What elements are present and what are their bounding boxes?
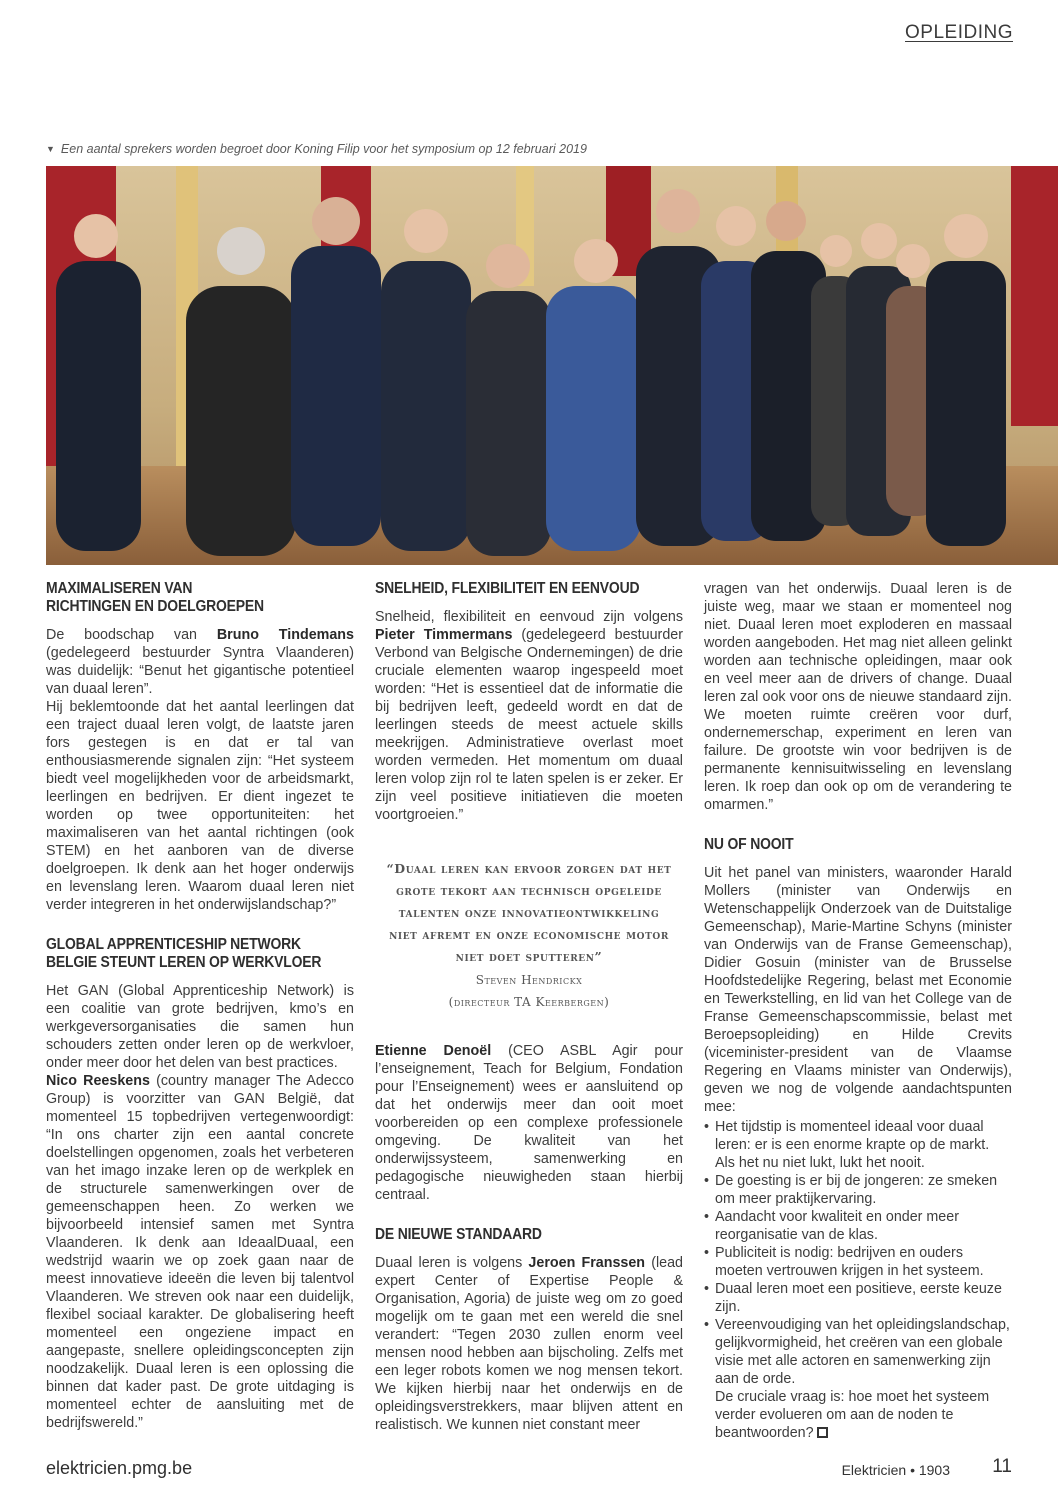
column-3 bbox=[704, 580, 1012, 1442]
person-name: Bruno Tindemans bbox=[216, 627, 354, 643]
text: Duaal leren is volgens bbox=[375, 1255, 529, 1271]
list-item: • Duaal leren moet een positieve, eerste keuze zijn. bbox=[704, 1280, 1012, 1316]
heading-gan: GLOBAL APPRENTICESHIP NETWORK BELGIE STEUNT LEREN OP WERKVLOER bbox=[46, 936, 322, 971]
triangle-down-icon: ▼ bbox=[46, 144, 55, 154]
person-name: Pieter Timmermans bbox=[375, 627, 513, 643]
person-name: Jeroen Franssen bbox=[528, 1255, 646, 1271]
person-name: Nico Reeskens bbox=[46, 1073, 150, 1089]
paragraph bbox=[375, 1042, 683, 1204]
paragraph bbox=[46, 626, 354, 698]
list-item: • Publiciteit is nodig: bedrijven en ouders moeten vertrouwen krijgen in het systeem. bbox=[704, 1244, 1012, 1280]
paragraph: Uit het panel van ministers, waaronder Harald Mollers (minister van Onderwijs en Wetenschappelijk Onderzoek van de Duitstalige Gemeenschap), Marie-Martine Schyns (minister van Onderwijs van de Franse Gemeenschap), Didier Gosuin (minister van de Brusselse Hoofdstedelijke Regering, belast met Economie en Tewerkstelling, en lid van het College van de Franse Gemeenschapscommissie, belast met Beroepsopleiding) en Hilde Crevits (viceminister-president van de Vlaamse Regering en Vlaams minister van Onderwijs), geven we nog de volgende aandachtspunten mee: bbox=[704, 865, 1012, 1115]
column-2 bbox=[375, 580, 683, 1434]
paragraph: Hij beklemtoonde dat het aantal leerlingen dat een traject duaal leren volgt, de laatste jaren fors gestegen is en dat er tal van enthousiasmerende signalen zijn: “Het systeem biedt veel mogelijkheden voor de arbeidsmarkt, leerlingen en bedrijven. Er dient ingezet te worden op twee opportuniteiten: het maximaliseren van het aantal richtingen (ook STEM) en het aanboren van de diverse doelgroepen. Ik denk aan het hoger onderwijs en levenslang leren. Waarom duaal leren niet verder integreren in het onderwijslandschap?” bbox=[46, 699, 354, 913]
column-1 bbox=[46, 580, 354, 1432]
text: De cruciale vraag is: hoe moet het systeem verder evolueren om aan de noden te beantwoorden? bbox=[715, 1389, 990, 1441]
list-item: • Aandacht voor kwaliteit en onder meer reorganisatie van de klas. bbox=[704, 1208, 1012, 1244]
paragraph: Het GAN (Global Apprenticeship Network) is een coalitie van grote bedrijven, kmo’s en werkgeversorganisaties die samen hun schouders zetten onder leren op de werkvloer, onder meer door het delen van best practices. bbox=[46, 983, 354, 1071]
pull-quote-author: Steven Hendrickx bbox=[475, 973, 583, 987]
pull-quote bbox=[383, 858, 675, 1012]
heading-nieuwe-standaard: DE NIEUWE STANDAARD bbox=[375, 1226, 542, 1243]
bullet-list bbox=[704, 1118, 1012, 1388]
photo-caption bbox=[46, 142, 587, 156]
closing-paragraph bbox=[704, 1388, 1012, 1442]
list-item: • Het tijdstip is momenteel ideaal voor duaal leren: er is een enorme krapte op de markt. Als het nu niet lukt, lukt het nooit. bbox=[704, 1118, 1012, 1172]
text: (gedelegeerd bestuurder Verbond van Belgische Ondernemingen) de drie cruciale elementen waarop ingespeeld moet worden: “Het is essentieel dat de informatie die bij bedrijven leeft, gedeeld wordt en dat de leerlingen steeds de meest actuele skills meekrijgen. Administratieve overlast moet worden vermeden. Het momentum om duaal leren volop zijn rol te laten spelen is er zeker. Er zijn veel positieve initiatieven die moeten voortgroeien.” bbox=[375, 627, 683, 823]
footer-url[interactable]: elektricien.pmg.be bbox=[46, 1458, 193, 1478]
paragraph: vragen van het onderwijs. Duaal leren is de juiste weg, maar we staan er momenteel nog niet. Duaal leren moet exploderen en massaal worden aangeboden. Het mag niet alleen gelinkt worden aan technische opleidingen, maar ook en veel meer aan de drivers of change. Duaal leren zal ook voor ons de nieuwe standaard zijn. We moeten ruimte creëren voor durf, ondernemerschap, experiment en leren van failure. De grootste win voor bedrijven is de permanente kennisuitwisseling en levenslang leren. Ik roep dan ook op om de verandering te omarmen.” bbox=[704, 581, 1012, 813]
page-number: 11 bbox=[992, 1456, 1012, 1477]
text: (CEO ASBL Agir pour l’enseignement, Teach for Belgium, Fondation pour l’Enseignement) wees er aansluitend op dat het onderwijs meer dan ooit moet voorbereiden op een complexe professionele omgeving. De kwaliteit van het onderwijssysteem, samenwerking en pedagogische nieuwigheden staan hierbij centraal. bbox=[375, 1043, 683, 1203]
text: (lead expert Center of Expertise People & Organisation, Agoria) de juiste weg om zo goed mogelijk om te gaan met een wereld die snel verandert: “Tegen 2030 zullen enorm veel mensen nood hebben aan bijscholing. Zelfs met een leger robots komen we nog mensen tekort. We kijken hierbij naar het onderwijs en de opleidingsverstrekkers, maar blijven attent en realistisch. We kunnen niet constant meer bbox=[375, 1255, 684, 1433]
square-icon bbox=[817, 1427, 828, 1438]
list-item: • De goesting is er bij de jongeren: ze smeken om meer praktijkervaring. bbox=[704, 1172, 1012, 1208]
text: (gedelegeerd bestuurder Syntra Vlaanderen) was duidelijk: “Benut het gigantische potentieel van duaal leren”. bbox=[46, 645, 354, 697]
section-label: OPLEIDING bbox=[905, 22, 1013, 43]
paragraph bbox=[46, 1072, 354, 1432]
heading-snelheid: SNELHEID, FLEXIBILITEIT EN EENVOUD bbox=[375, 580, 640, 597]
heading-nu-of-nooit: NU OF NOOIT bbox=[704, 836, 794, 853]
pull-quote-role: (directeur TA Keerbergen) bbox=[448, 995, 610, 1009]
photo-caption-text: Een aantal sprekers worden begroet door Koning Filip voor het symposium op 12 februari 2019 bbox=[60, 142, 587, 156]
list-item: • Vereenvoudiging van het opleidingslandschap, gelijkvormigheid, het creëren van een globale visie met alle actoren en samenwerking zijn aan de orde. bbox=[704, 1316, 1012, 1388]
photo bbox=[46, 166, 1058, 565]
person-name: Etienne Denoël bbox=[375, 1043, 492, 1059]
text: Snelheid, flexibiliteit en eenvoud zijn volgens bbox=[375, 609, 683, 625]
pull-quote-text: “Duaal leren kan ervoor zorgen dat het grote tekort aan technisch opgeleide talenten onze innovatieontwikkeling niet afremt en onze economische motor niet doet sputteren” bbox=[386, 861, 672, 964]
text: (country manager The Adecco Group) is voorzitter van GAN België, dat momenteel 15 topbedrijven vertegenwoordigt: “In ons charter zijn een aantal concrete doelstellingen opgenomen, zoals het verbeteren van het imago inzake leren op de werkplek en de structurele samenwerkingen over de gemeenschappen heen. Zo werken we bijvoorbeeld intensief samen met Syntra Vlaanderen. Ik denk aan IdeaalDuaal, een wedstrijd waarin we op zoek gaan naar de meest innovatieve ideeën die leven bij talentvol Vlaanderen. We streven ook naar een duidelijk, flexibel sociaal karakter. De globalisering heeft momenteel een ongeziene impact en aangepaste, snellere opleidingsconcepten zijn noodzakelijk. Duaal leren is een oplossing die binnen dat kader past. De grote uitdaging is momenteel echter de aansluiting met de bedrijfswereld.” bbox=[46, 1073, 354, 1431]
paragraph bbox=[375, 608, 683, 824]
paragraph bbox=[375, 1254, 683, 1434]
heading-maximaliseren: MAXIMALISEREN VAN RICHTINGEN EN DOELGROEPEN bbox=[46, 580, 264, 615]
footer-magazine: Elektricien • 1903 bbox=[841, 1462, 950, 1478]
text: De boodschap van bbox=[46, 627, 217, 643]
